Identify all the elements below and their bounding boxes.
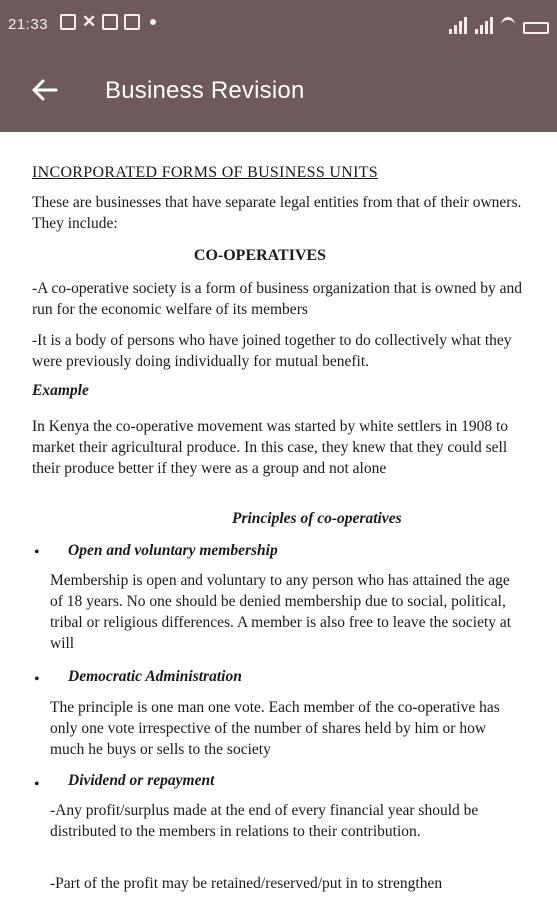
principle-title: Democratic Administration	[68, 668, 242, 685]
principle-text: -Any profit/surplus made at the end of every financial year should be distributed to the members in relations to their contribution.	[50, 802, 479, 840]
mail-notification-icon	[102, 14, 118, 30]
coop-heading: CO-OPERATIVES	[193, 247, 327, 264]
signal-icon	[449, 17, 467, 34]
more-notifications-icon	[150, 19, 156, 25]
example-paragraph: In Kenya the co-operative movement was started by white settlers in 1908 to market their agricultural produce. In this case, they knew that they could sell their produce better if they were as a group and not alone	[32, 418, 509, 477]
app-bar	[0, 52, 557, 132]
principle-text: The principle is one man one vote. Each member of the co-operative has only one vote irrespective of the number of shares held by him or how much he buys or sells to the society	[50, 699, 500, 758]
wifi-icon	[501, 17, 515, 34]
back-arrow-icon[interactable]	[30, 76, 58, 104]
status-bar	[0, 0, 557, 52]
x-notification-icon: ✕	[82, 12, 97, 31]
coop-definition-1: -A co-operative society is a form of business organization that is owned by and run for the economic welfare of its members	[32, 280, 522, 318]
intro-paragraph: These are businesses that have separate legal entities from that of their owners. They include:	[32, 194, 522, 232]
bullet-icon: •	[34, 776, 40, 793]
system-icons	[449, 12, 549, 34]
principle-text-continued: -Part of the profit may be retained/reserved/put in to strengthen	[50, 875, 443, 892]
coop-definition-2: -It is a body of persons who have joined together to do collectively what they were previously doing individually for mutual benefit.	[32, 332, 512, 370]
bullet-icon: •	[34, 544, 40, 561]
image-notification-icon	[60, 14, 76, 30]
status-time: 21:33	[8, 16, 49, 33]
section-heading: INCORPORATED FORMS OF BUSINESS UNITS	[32, 164, 378, 181]
signal-icon-2	[475, 17, 493, 34]
principles-heading: Principles of co-operatives	[232, 510, 402, 527]
document-content[interactable]	[0, 132, 557, 900]
app-title: Business Revision	[105, 77, 305, 104]
app-notification-icon	[124, 14, 140, 30]
notification-icons	[60, 14, 156, 30]
principle-title: Dividend or repayment	[68, 772, 215, 789]
battery-icon	[523, 22, 549, 34]
principle-title: Open and voluntary membership	[68, 542, 278, 559]
example-label: Example	[32, 382, 89, 399]
principle-text: Membership is open and voluntary to any person who has attained the age of 18 years. No one should be denied membership due to social, political, tribal or religious differences. A member is also free to leave the society at will	[50, 572, 512, 652]
bullet-icon: •	[34, 671, 40, 688]
